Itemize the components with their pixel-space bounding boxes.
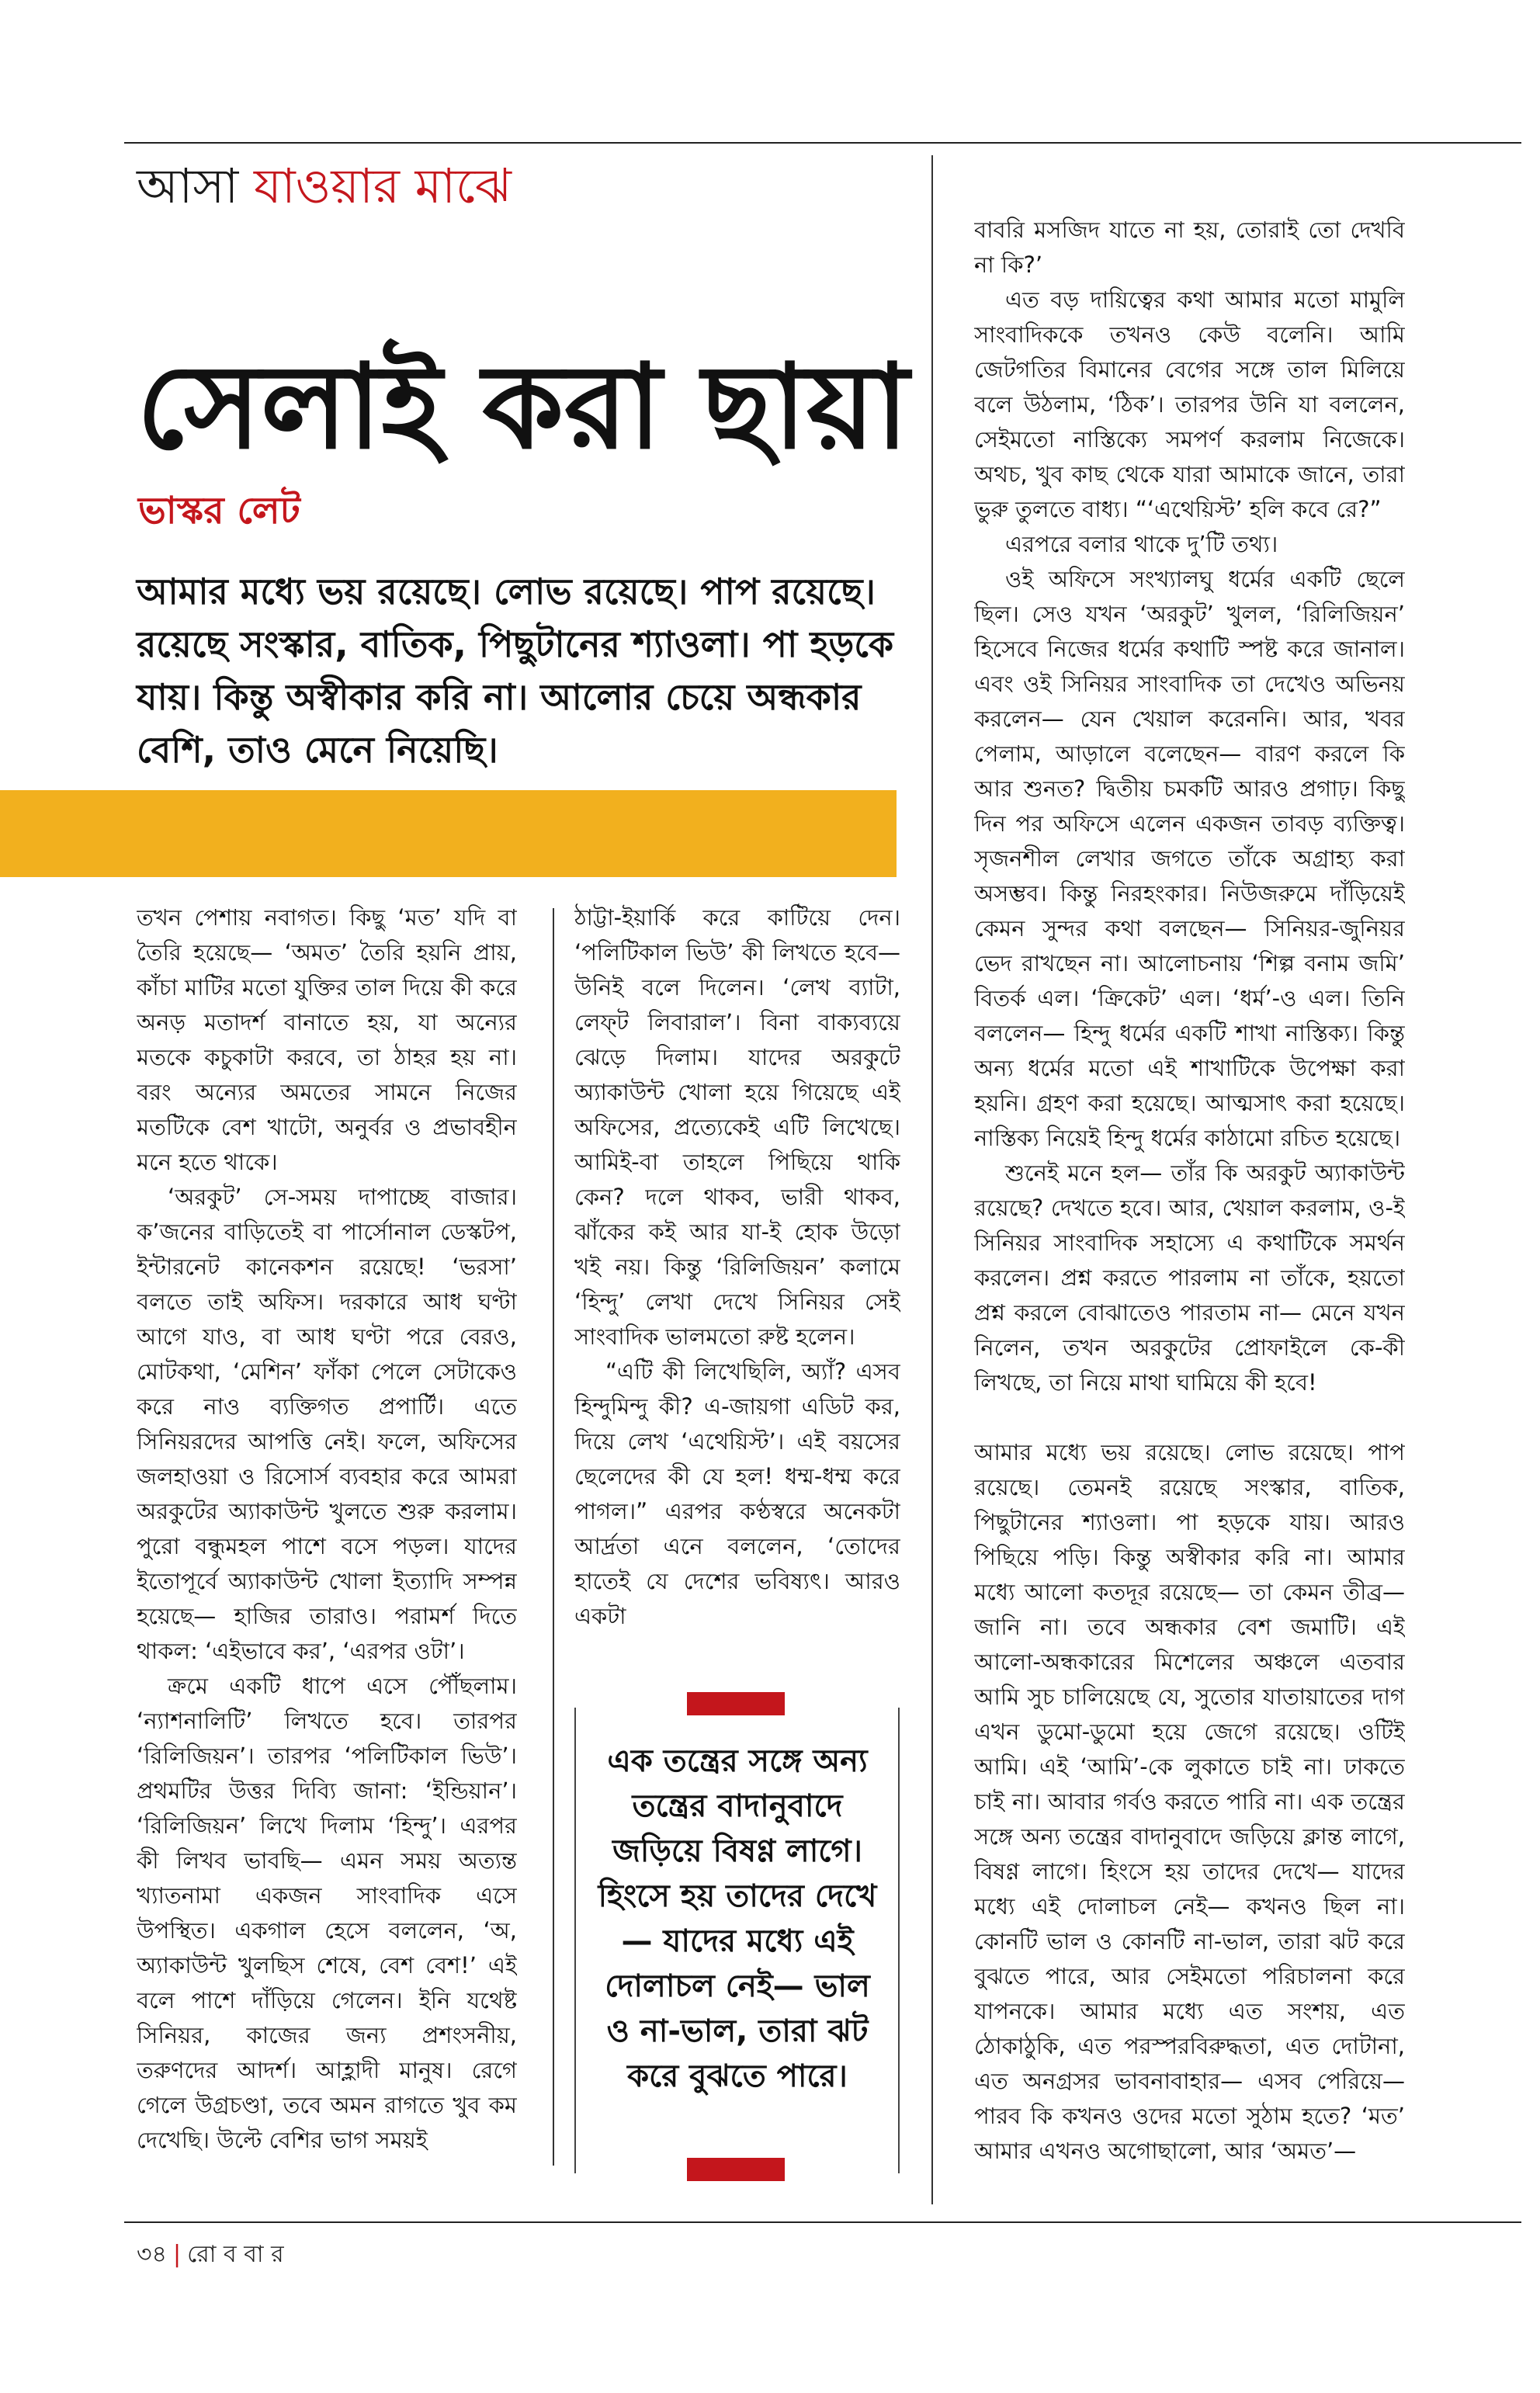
column-rule xyxy=(931,155,933,2204)
magazine-name: রো ব বা র xyxy=(187,2241,284,2268)
paragraph: শুনেই মনে হল— তাঁর কি অরকুট অ্যাকাউন্ট রয়েছে? দেখতে হবে। আর, খেয়াল করলাম, ও-ই সিনিয়র সাংবাদিক সহাস্যে এ কথাটিকে সমর্থন করলেন। প্রশ্ন করতে পারলাম না তাঁকে, হয়তো প্রশ্ন করলে বোঝাতেও পারতাম না— মেনে যখন নিলেন, তখন অরকুটের প্রোফাইলে কে-কী লিখছে, তা নিয়ে মাথা ঘামিয়ে কী হবে! xyxy=(974,1160,1405,1396)
column-rule xyxy=(553,908,554,2166)
bottom-rule xyxy=(124,2221,1521,2223)
paragraph: এত বড় দায়িত্বের কথা আমার মতো মামুলি সাংবাদিককে তখনও কেউ বলেনি। আমি জেটগতির বিমানের বেগের সঙ্গে তাল মিলিয়ে বলে উঠলাম, ‘ঠিক’। তারপর উনি যা বললেন, সেইমতো নাস্তিক্যে সমপর্ণ করলাম নিজেকে। অথচ, খুব কাছ থেকে যারা আমাকে জানে, তারা ভুরু তুলতে বাধ্য। “‘এথেয়িস্ট’ হলি কবে রে?” xyxy=(974,286,1405,522)
byline: ভাস্কর লেট xyxy=(138,489,300,532)
paragraph: ক্রমে একটি ধাপে এসে পৌঁছলাম। ‘ন্যাশনালিটি’ লিখতে হবে। তারপর ‘রিলিজিয়ন’। তারপর ‘পলিটিকাল ভিউ’। প্রথমটির উত্তর দিব্যি জানা: ‘ইন্ডিয়ান’। ‘রিলিজিয়ন’ লিখে দিলাম ‘হিন্দু’। এরপর কী লিখব ভাবছি— এমন সময় অত্যন্ত খ্যাতনামা একজন সাংবাদিক এসে উপস্থিত। একগাল হেসে বললেন, ‘অ, অ্যাকাউন্ট খুলছিস শেষে, বেশ বেশ!’ এই বলে পাশে দাঁড়িয়ে গেলেন। ইনি যথেষ্ট সিনিয়র, কাজের জন্য প্রশংসনীয়, তরুণদের আদর্শ। আহ্লাদী মানুষ। রেগে গেলে উগ্রচণ্ডা, তবে অমন রাগতে খুব কম দেখেছি। উল্টে বেশির ভাগ সময়ই xyxy=(137,1673,517,2153)
paragraph: তখন পেশায় নবাগত। কিছু ‘মত’ যদি বা তৈরি হয়েছে— ‘অমত’ তৈরি হয়নি প্রায়, কাঁচা মাটির মতো যুক্তির তাল দিয়ে কী করে অনড় মতাদর্শ বানাতে হয়, যা অন্যের মতকে কচুকাটা করবে, তা ঠাহর হয় না। বরং অন্যের অমতের সামনে নিজের মতটিকে বেশ খাটো, অনুর্বর ও প্রভাবহীন মনে হতে থাকে। xyxy=(137,904,517,1175)
decorative-yellow-band xyxy=(0,790,897,877)
section-label xyxy=(137,155,512,217)
pull-quote-text: এক তন্ত্রের সঙ্গে অন্য তন্ত্রের বাদানুবাদে জড়িয়ে বিষণ্ণ লাগে। হিংসে হয় তাদের দেখে— যাদের মধ্যে এই দোলাচল নেই— ভাল ও না-ভাল, তারা ঝট করে বুঝতে পারে। xyxy=(598,1743,877,2094)
pull-quote-bar-bottom xyxy=(687,2158,785,2181)
body-column-3 xyxy=(974,213,1405,2200)
paragraph: এরপরে বলার থাকে দু’টি তথ্য। xyxy=(1005,531,1278,557)
paragraph: আমার মধ্যে ভয় রয়েছে। লোভ রয়েছে। পাপ রয়েছে। তেমনই রয়েছে সংস্কার, বাতিক, পিছুটানের শ্যাওলা। পা হড়কে যায়। আরও পিছিয়ে পড়ি। কিন্তু অস্বীকার করি না। আমার মধ্যে আলো কতদূর রয়েছে— তা কেমন তীব্র— জানি না। তবে অন্ধকার বেশ জমাটি। এই আলো-অন্ধকারের মিশেলের অঞ্চলে এতবার আমি সুচ চালিয়েছে যে, সুতোর যাতায়াতের দাগ এখন ডুমো-ডুমো হয়ে জেগে রয়েছে। ওটিই আমি। এই ‘আমি’-কে লুকাতে চাই না। ঢাকতে চাই না। আবার গর্বও করতে পারি না। এক তন্ত্রের সঙ্গে অন্য তন্ত্রের বাদানুবাদে জড়িয়ে ক্লান্ত লাগে, বিষণ্ণ লাগে। হিংসে হয় তাদের দেখে— যাদের মধ্যে এই দোলাচল নেই— কখনও ছিল না। কোনটি ভাল ও কোনটি না-ভাল, তারা ঝট করে বুঝতে পারে, আর সেইমতো পরিচালনা করে যাপনকে। আমার মধ্যে এত সংশয়, এত ঠোকাঠুকি, এত পরস্পরবিরুদ্ধতা, এত দোটানা, এত অনগ্রসর ভাবনাবাহার— এসব পেরিয়ে— পারব কি কখনও ওদের মতো সুঠাম হতে? ‘মত’ আমার এখনও অগোছালো, আর ‘অমত’— xyxy=(974,1439,1405,2164)
paragraph: ‘অরকুট’ সে-সময় দাপাচ্ছে বাজার। ক’জনের বাড়িতেই বা পার্সোনাল ডেস্কটপ, ইন্টারনেট কানেকশন রয়েছে! ‘ভরসা’ বলতে তাই অফিস। দরকারে আধ ঘণ্টা আগে যাও, বা আধ ঘণ্টা পরে বেরও, মোটকথা, ‘মেশিন’ ফাঁকা পেলে সেটাকেও করে নাও ব্যক্তিগত প্রপার্টি। এতে সিনিয়রদের আপত্তি নেই। ফলে, অফিসের জলহাওয়া ও রিসোর্স ব্যবহার করে আমরা অরকুটের অ্যাকাউন্ট খুলতে শুরু করলাম। পুরো বন্ধুমহল পাশে বসে পড়ল। যাদের ইতোপূর্বে অ্যাকাউন্ট খোলা ইত্যাদি সম্পন্ন হয়েছে— হাজির তারাও। পরামর্শ দিতে থাকল: ‘এইভাবে কর’, ‘এরপর ওটা’। xyxy=(137,1184,517,1664)
page-footer xyxy=(137,2239,284,2270)
body-column-2 xyxy=(574,900,900,1677)
pull-quote xyxy=(574,1692,900,2189)
section-label-part1: আসা xyxy=(137,158,239,214)
folio-separator: | xyxy=(172,2241,182,2268)
paragraph: “এটি কী লিখেছিলি, অ্যাঁ? এসব হিন্দুমিন্দু কী? এ-জায়গা এডিট কর, দিয়ে লেখ ‘এথেয়িস্ট’। এই বয়সের ছেলেদের কী যে হল! ধম্ম-ধম্ম করে পাগল।” এরপর কণ্ঠস্বরে অনেকটা আর্দ্রতা এনে বললেন, ‘তোদের হাতেই যে দেশের ভবিষ্যৎ। আরও একটা xyxy=(574,1358,900,1629)
top-rule xyxy=(124,142,1521,144)
paragraph: বাবরি মসজিদ যাতে না হয়, তোরাই তো দেখবি না কি?’ xyxy=(974,217,1405,278)
section-label-part2: যাওয়ার মাঝে xyxy=(253,158,512,214)
paragraph: ওই অফিসে সংখ্যালঘু ধর্মের একটি ছেলে ছিল। সেও যখন ‘অরকুট’ খুলল, ‘রিলিজিয়ন’ হিসেবে নিজের ধর্মের কথাটি স্পষ্ট করে জানাল। এবং ওই সিনিয়র সাংবাদিক তা দেখেও অভিনয় করলেন— যেন খেয়াল করেননি। আর, খবর পেলাম, আড়ালে বলেছেন— বারণ করলে কি আর শুনত? দ্বিতীয় চমকটি আরও প্রগাঢ়। কিছু দিন পর অফিসে এলেন একজন তাবড় ব্যক্তিত্ব। সৃজনশীল লেখার জগতে তাঁকে অগ্রাহ্য করা অসম্ভব। কিন্তু নিরহংকার। নিউজরুমে দাঁড়িয়েই কেমন সুন্দর কথা বলছেন— সিনিয়র-জুনিয়র ভেদ রাখছেন না। আলোচনায় ‘শিল্প বনাম জমি’ বিতর্ক এল। ‘ক্রিকেট’ এল। ‘ধর্ম’-ও এল। তিনি বললেন— হিন্দু ধর্মের একটি শাখা নাস্তিক্য। কিন্তু অন্য ধর্মের মতো এই শাখাটিকে উপেক্ষা করা হয়নি। গ্রহণ করা হয়েছে। আত্মসাৎ করা হয়েছে। নাস্তিক্য নিয়েই হিন্দু ধর্মের কাঠামো রচিত হয়েছে। xyxy=(974,566,1405,1151)
headline: সেলাই করা ছায়া xyxy=(137,340,909,475)
page-number: ৩৪ xyxy=(137,2241,167,2268)
paragraph: ঠাট্টা-ইয়ার্কি করে কাটিয়ে দেন। ‘পলিটিকাল ভিউ’ কী লিখতে হবে— উনিই বলে দিলেন। ‘লেখ ব্যাটা, লেফ্‌ট লিবারাল’। বিনা বাক্যব্যয়ে ঝেড়ে দিলাম। যাদের অরকুটে অ্যাকাউন্ট খোলা হয়ে গিয়েছে এই অফিসের, প্রত্যেকেই এটি লিখেছে। আমিই-বা তাহলে পিছিয়ে থাকি কেন? দলে থাকব, ভারী থাকব, ঝাঁকের কই আর যা-ই হোক উড়ো খই নয়। কিন্তু ‘রিলিজিয়ন’ কলামে ‘হিন্দু’ লেখা দেখে সিনিয়র সেই সাংবাদিক ভালমতো রুষ্ট হলেন। xyxy=(574,904,900,1350)
pull-quote-bar-top xyxy=(687,1692,785,1715)
intro-standfirst: আমার মধ্যে ভয় রয়েছে। লোভ রয়েছে। পাপ রয়েছে। রয়েছে সংস্কার, বাতিক, পিছুটানের শ্যাওলা। পা হড়কে যায়। কিন্তু অস্বীকার করি না। আলোর চেয়ে অন্ধকার বেশি, তাও মেনে নিয়েছি। xyxy=(137,571,894,771)
body-column-1 xyxy=(137,900,517,2181)
